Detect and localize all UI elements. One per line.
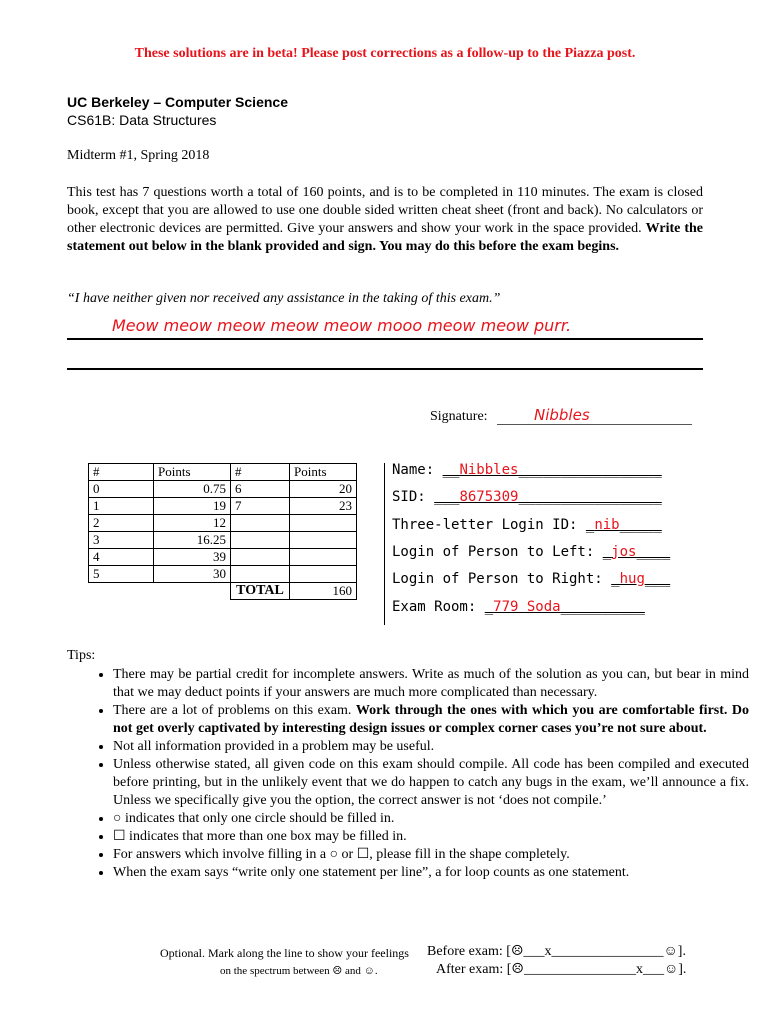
instructions-bold: Write the statement out below in the blank provided and sign. You may do this before the exam begins. bbox=[67, 221, 704, 254]
field-value: 8675309 bbox=[459, 489, 519, 506]
points-header-cell: Points bbox=[290, 464, 357, 481]
info-divider bbox=[384, 463, 385, 625]
points-cell: 7 bbox=[231, 498, 290, 515]
field-label: Login of Person to Left: bbox=[392, 543, 603, 560]
points-row bbox=[89, 481, 357, 498]
field-label: Name: bbox=[392, 462, 443, 478]
points-cell: 6 bbox=[231, 481, 290, 498]
field-blank: _________________ bbox=[518, 489, 662, 506]
login-id-field bbox=[392, 517, 662, 533]
tip-item bbox=[113, 846, 749, 864]
field-blank: _ bbox=[484, 598, 494, 615]
field-value: jos bbox=[611, 543, 637, 560]
feelings-spectrum: on the spectrum between ☹ and ☺. bbox=[220, 965, 378, 977]
written-statement: Meow meow meow meow meow mooo meow meow purr. bbox=[112, 316, 572, 335]
field-blank: ___ bbox=[644, 571, 671, 588]
points-cell: 3 bbox=[89, 532, 154, 549]
tip-text: There may be partial credit for incomplete answers. Write as much of the solution as you can, but bear in mind that we may deduct points if your answers are much more complicated than necessary. bbox=[113, 667, 749, 700]
statement-line-2 bbox=[67, 368, 703, 370]
exam-title: Midterm #1, Spring 2018 bbox=[67, 148, 210, 163]
field-label: SID: bbox=[392, 489, 435, 506]
points-cell: 23 bbox=[290, 498, 357, 515]
points-cell: 30 bbox=[154, 566, 231, 583]
points-cell bbox=[231, 549, 290, 566]
points-row bbox=[89, 498, 357, 515]
points-cell: 2 bbox=[89, 515, 154, 532]
exam-instructions bbox=[67, 184, 703, 256]
points-cell: 39 bbox=[154, 549, 231, 566]
points-cell bbox=[290, 549, 357, 566]
tip-text: When the exam says “write only one statement per line”, a for loop counts as one statement. bbox=[113, 865, 630, 880]
points-cell: 0 bbox=[89, 481, 154, 498]
points-row bbox=[89, 549, 357, 566]
name-field bbox=[392, 462, 662, 478]
points-header-cell: # bbox=[89, 464, 154, 481]
tip-item bbox=[113, 864, 749, 882]
points-cell bbox=[290, 566, 357, 583]
tip-text: ☐ indicates that more than one box may be filled in. bbox=[113, 829, 407, 844]
empty-cell bbox=[154, 583, 231, 600]
points-header-cell: # bbox=[231, 464, 290, 481]
field-blank: ____ bbox=[636, 543, 671, 560]
points-row bbox=[89, 532, 357, 549]
field-label: Three-letter Login ID: bbox=[392, 516, 586, 533]
tip-item bbox=[113, 828, 749, 846]
tip-item bbox=[113, 738, 749, 756]
statement-line-1 bbox=[67, 338, 703, 340]
signature-value: Nibbles bbox=[534, 406, 590, 424]
points-cell: 12 bbox=[154, 515, 231, 532]
tip-item bbox=[113, 702, 749, 738]
points-cell: 16.25 bbox=[154, 532, 231, 549]
points-cell: 19 bbox=[154, 498, 231, 515]
field-value: 779 Soda bbox=[493, 598, 561, 615]
sid-field bbox=[392, 489, 662, 505]
field-value: Nibbles bbox=[459, 462, 519, 478]
tip-item bbox=[113, 810, 749, 828]
after-exam-scale: After exam: [☹________________x___☺]. bbox=[436, 962, 687, 977]
points-cell bbox=[290, 515, 357, 532]
tip-text: For answers which involve filling in a ○ or ☐, please fill in the shape completely. bbox=[113, 847, 570, 862]
exam-room-field bbox=[392, 599, 645, 615]
field-blank: __ bbox=[442, 462, 460, 478]
points-cell: 4 bbox=[89, 549, 154, 566]
tip-text: Not all information provided in a problem may be useful. bbox=[113, 739, 435, 754]
tips-label: Tips: bbox=[67, 648, 96, 663]
tip-text: ○ indicates that only one circle should be filled in. bbox=[113, 811, 395, 826]
points-header-row bbox=[89, 464, 357, 481]
points-cell bbox=[231, 532, 290, 549]
field-value: hug bbox=[619, 571, 645, 588]
points-cell bbox=[231, 566, 290, 583]
points-cell: 5 bbox=[89, 566, 154, 583]
points-header-cell: Points bbox=[154, 464, 231, 481]
empty-cell bbox=[89, 583, 154, 600]
total-value: 160 bbox=[290, 583, 357, 600]
honor-statement: “I have neither given nor received any assistance in the taking of this exam.” bbox=[67, 291, 501, 306]
points-cell: 20 bbox=[290, 481, 357, 498]
field-blank: _____ bbox=[619, 516, 662, 533]
points-cell bbox=[231, 515, 290, 532]
signature-line bbox=[497, 424, 692, 425]
before-exam-scale: Before exam: [☹___x________________☺]. bbox=[427, 944, 686, 959]
field-label: Login of Person to Right: bbox=[392, 571, 612, 588]
field-blank: ___ bbox=[434, 489, 460, 506]
tip-item bbox=[113, 756, 749, 810]
points-cell: 0.75 bbox=[154, 481, 231, 498]
points-cell: 1 bbox=[89, 498, 154, 515]
left-login-field bbox=[392, 544, 670, 560]
field-blank: _ bbox=[585, 516, 595, 533]
right-login-field bbox=[392, 571, 670, 587]
tip-text: Unless otherwise stated, all given code on this exam should compile. All code has been compiled and executed before printing, but in the unlikely event that we do happen to catch any bugs in the exam, we’ll announce a fix. Unless we specifically give you the option, the correct answer is not ‘does not compile.’ bbox=[113, 757, 749, 808]
field-label: Exam Room: bbox=[392, 598, 485, 615]
feelings-instruction: Optional. Mark along the line to show your feelings bbox=[160, 946, 409, 960]
university-title: UC Berkeley – Computer Science bbox=[67, 94, 288, 110]
points-row bbox=[89, 515, 357, 532]
total-label: TOTAL bbox=[231, 583, 290, 600]
points-cell bbox=[290, 532, 357, 549]
tip-text: There are a lot of problems on this exam. bbox=[113, 703, 352, 718]
beta-banner: These solutions are in beta! Please post corrections as a follow-up to the Piazza post. bbox=[134, 46, 636, 61]
field-value: nib bbox=[594, 516, 620, 533]
tip-bold-text: Work through the ones with which you are comfortable first. Do not get overly captivated by interesting design issues or complex corner cases you’re not sure about. bbox=[113, 703, 749, 736]
field-blank: __________ bbox=[560, 598, 645, 615]
field-blank: _ bbox=[611, 571, 620, 588]
points-table bbox=[88, 463, 357, 600]
points-total-row bbox=[89, 583, 357, 600]
tips-list bbox=[67, 666, 749, 882]
signature-label: Signature: bbox=[430, 409, 488, 424]
points-row bbox=[89, 566, 357, 583]
instructions-text: This test has 7 questions worth a total of 160 points, and is to be completed in 110 minutes. The exam is closed book, except that you are allowed to use one double sided written cheat sheet (front and back). No calculators or other electronic devices are permitted. Give your answers and show your work in the space provided. bbox=[67, 185, 703, 236]
course-title: CS61B: Data Structures bbox=[67, 112, 217, 128]
field-blank: _________________ bbox=[518, 462, 662, 478]
field-blank: _ bbox=[602, 543, 612, 560]
tip-item bbox=[113, 666, 749, 702]
